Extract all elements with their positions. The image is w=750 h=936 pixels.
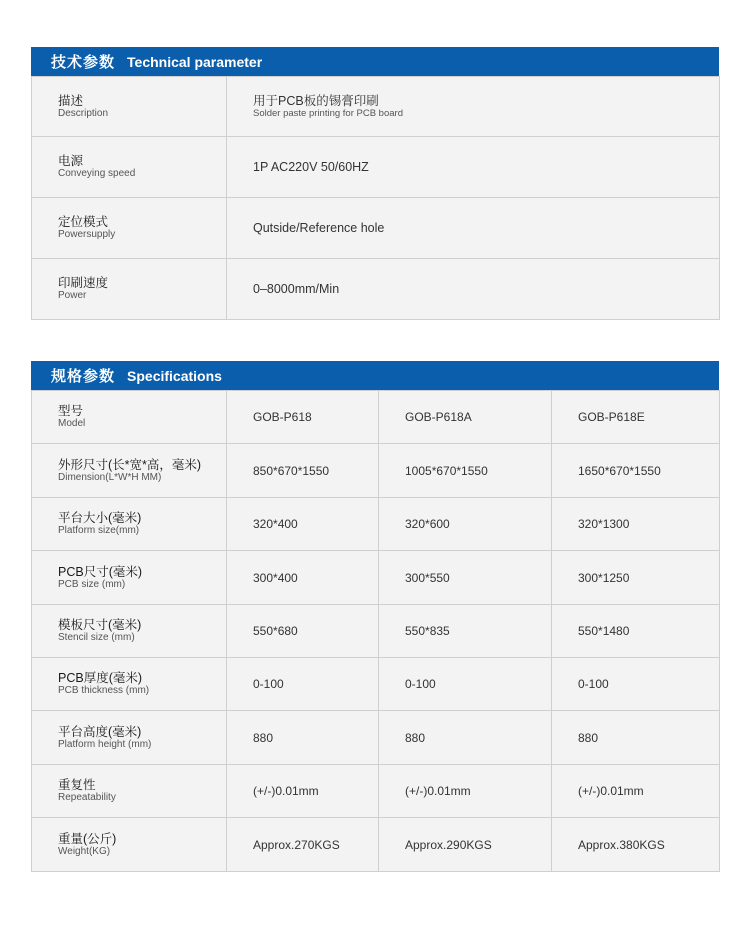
specifications-header [31, 361, 719, 390]
row-label [32, 259, 227, 320]
label-zh: 型号 [58, 404, 84, 418]
cell-value: (+/-)0.01mm [379, 765, 552, 818]
cell-value: Approx.290KGS [379, 818, 552, 872]
label-en: Weight(KG) [58, 845, 111, 857]
specifications-table [31, 390, 720, 872]
row-label [32, 198, 227, 259]
label-zh: 印刷速度 [58, 276, 109, 290]
row-label [32, 765, 227, 818]
label-zh: 电源 [58, 154, 84, 168]
table-row [32, 498, 720, 551]
label-en: Powersupply [58, 229, 116, 240]
row-label [32, 137, 227, 198]
cell-value: Approx.380KGS [552, 818, 720, 872]
table-row [32, 77, 720, 137]
cell-value: (+/-)0.01mm [227, 765, 379, 818]
row-label [32, 658, 227, 711]
cell-value: 0-100 [552, 658, 720, 711]
technical-header [31, 47, 719, 76]
cell-value: 880 [552, 711, 720, 765]
cell-value: GOB-P618 [227, 391, 379, 444]
row-label [32, 391, 227, 444]
label-zh: 平台大小(毫米) [58, 511, 142, 525]
label-en: Repeatability [58, 792, 116, 803]
row-label [32, 818, 227, 872]
label-zh: 外形尺寸(长*宽*高，毫米) [58, 457, 202, 472]
cell-value: 850*670*1550 [227, 444, 379, 498]
value-text: Qutside/Reference hole [253, 221, 385, 235]
row-label [32, 498, 227, 551]
table-row [32, 259, 720, 320]
label-zh: 重量(公斤) [58, 831, 117, 846]
table-row [32, 137, 720, 198]
label-en: Platform size(mm) [58, 525, 140, 536]
cell-value: GOB-P618E [552, 391, 720, 444]
label-en: Model [58, 418, 86, 429]
cell-value: 320*1300 [552, 498, 720, 551]
row-label [32, 444, 227, 498]
cell-value: 880 [227, 711, 379, 765]
row-label [32, 605, 227, 658]
row-value [227, 77, 720, 137]
cell-value: 880 [379, 711, 552, 765]
label-en: Stencil size (mm) [58, 632, 135, 643]
value-text: 0–8000mm/Min [253, 282, 340, 296]
technical-title-en: Technical parameter [127, 53, 263, 70]
label-en: Description [58, 107, 109, 119]
specifications-title-zh: 规格参数 [51, 368, 116, 385]
cell-value: 320*600 [379, 498, 552, 551]
row-label [32, 711, 227, 765]
cell-value: 550*1480 [552, 605, 720, 658]
cell-value: (+/-)0.01mm [552, 765, 720, 818]
technical-section [31, 47, 719, 320]
table-row [32, 658, 720, 711]
label-en: Platform height (mm) [58, 738, 152, 750]
table-row [32, 198, 720, 259]
row-value [227, 198, 720, 259]
row-label [32, 77, 227, 137]
table-row [32, 765, 720, 818]
label-en: PCB thickness (mm) [58, 685, 150, 696]
row-value [227, 137, 720, 198]
row-label [32, 551, 227, 605]
cell-value: 300*550 [379, 551, 552, 605]
label-zh: 模板尺寸(毫米) [58, 618, 142, 632]
label-en: PCB size (mm) [58, 578, 126, 590]
label-zh: 定位模式 [58, 215, 109, 229]
table-row [32, 711, 720, 765]
technical-table [31, 76, 720, 320]
cell-value: 550*680 [227, 605, 379, 658]
cell-value: 550*835 [379, 605, 552, 658]
label-zh: 描述 [58, 93, 84, 108]
table-row [32, 391, 720, 444]
cell-value: GOB-P618A [379, 391, 552, 444]
label-zh: PCB厚度(毫米) [58, 671, 143, 685]
value-zh: 用于PCB板的锡膏印刷 [253, 93, 379, 108]
label-en: Power [58, 290, 87, 301]
label-zh: PCB尺寸(毫米) [58, 564, 143, 579]
value-text: 1P AC220V 50/60HZ [253, 160, 369, 174]
technical-title-zh: 技术参数 [51, 54, 116, 71]
table-row [32, 605, 720, 658]
label-en: Dimension(L*W*H MM) [58, 471, 162, 483]
cell-value: 1650*670*1550 [552, 444, 720, 498]
cell-value: 300*400 [227, 551, 379, 605]
value-en: Solder paste printing for PCB board [253, 107, 403, 119]
cell-value: 0-100 [379, 658, 552, 711]
specifications-title-en: Specifications [127, 367, 222, 384]
label-zh: 重复性 [58, 778, 96, 792]
table-row [32, 551, 720, 605]
row-value [227, 259, 720, 320]
cell-value: 0-100 [227, 658, 379, 711]
cell-value: 300*1250 [552, 551, 720, 605]
cell-value: 1005*670*1550 [379, 444, 552, 498]
table-row [32, 444, 720, 498]
cell-value: Approx.270KGS [227, 818, 379, 872]
cell-value: 320*400 [227, 498, 379, 551]
specifications-section [31, 361, 719, 872]
label-zh: 平台高度(毫米) [58, 724, 142, 739]
label-en: Conveying speed [58, 168, 136, 179]
table-row [32, 818, 720, 872]
